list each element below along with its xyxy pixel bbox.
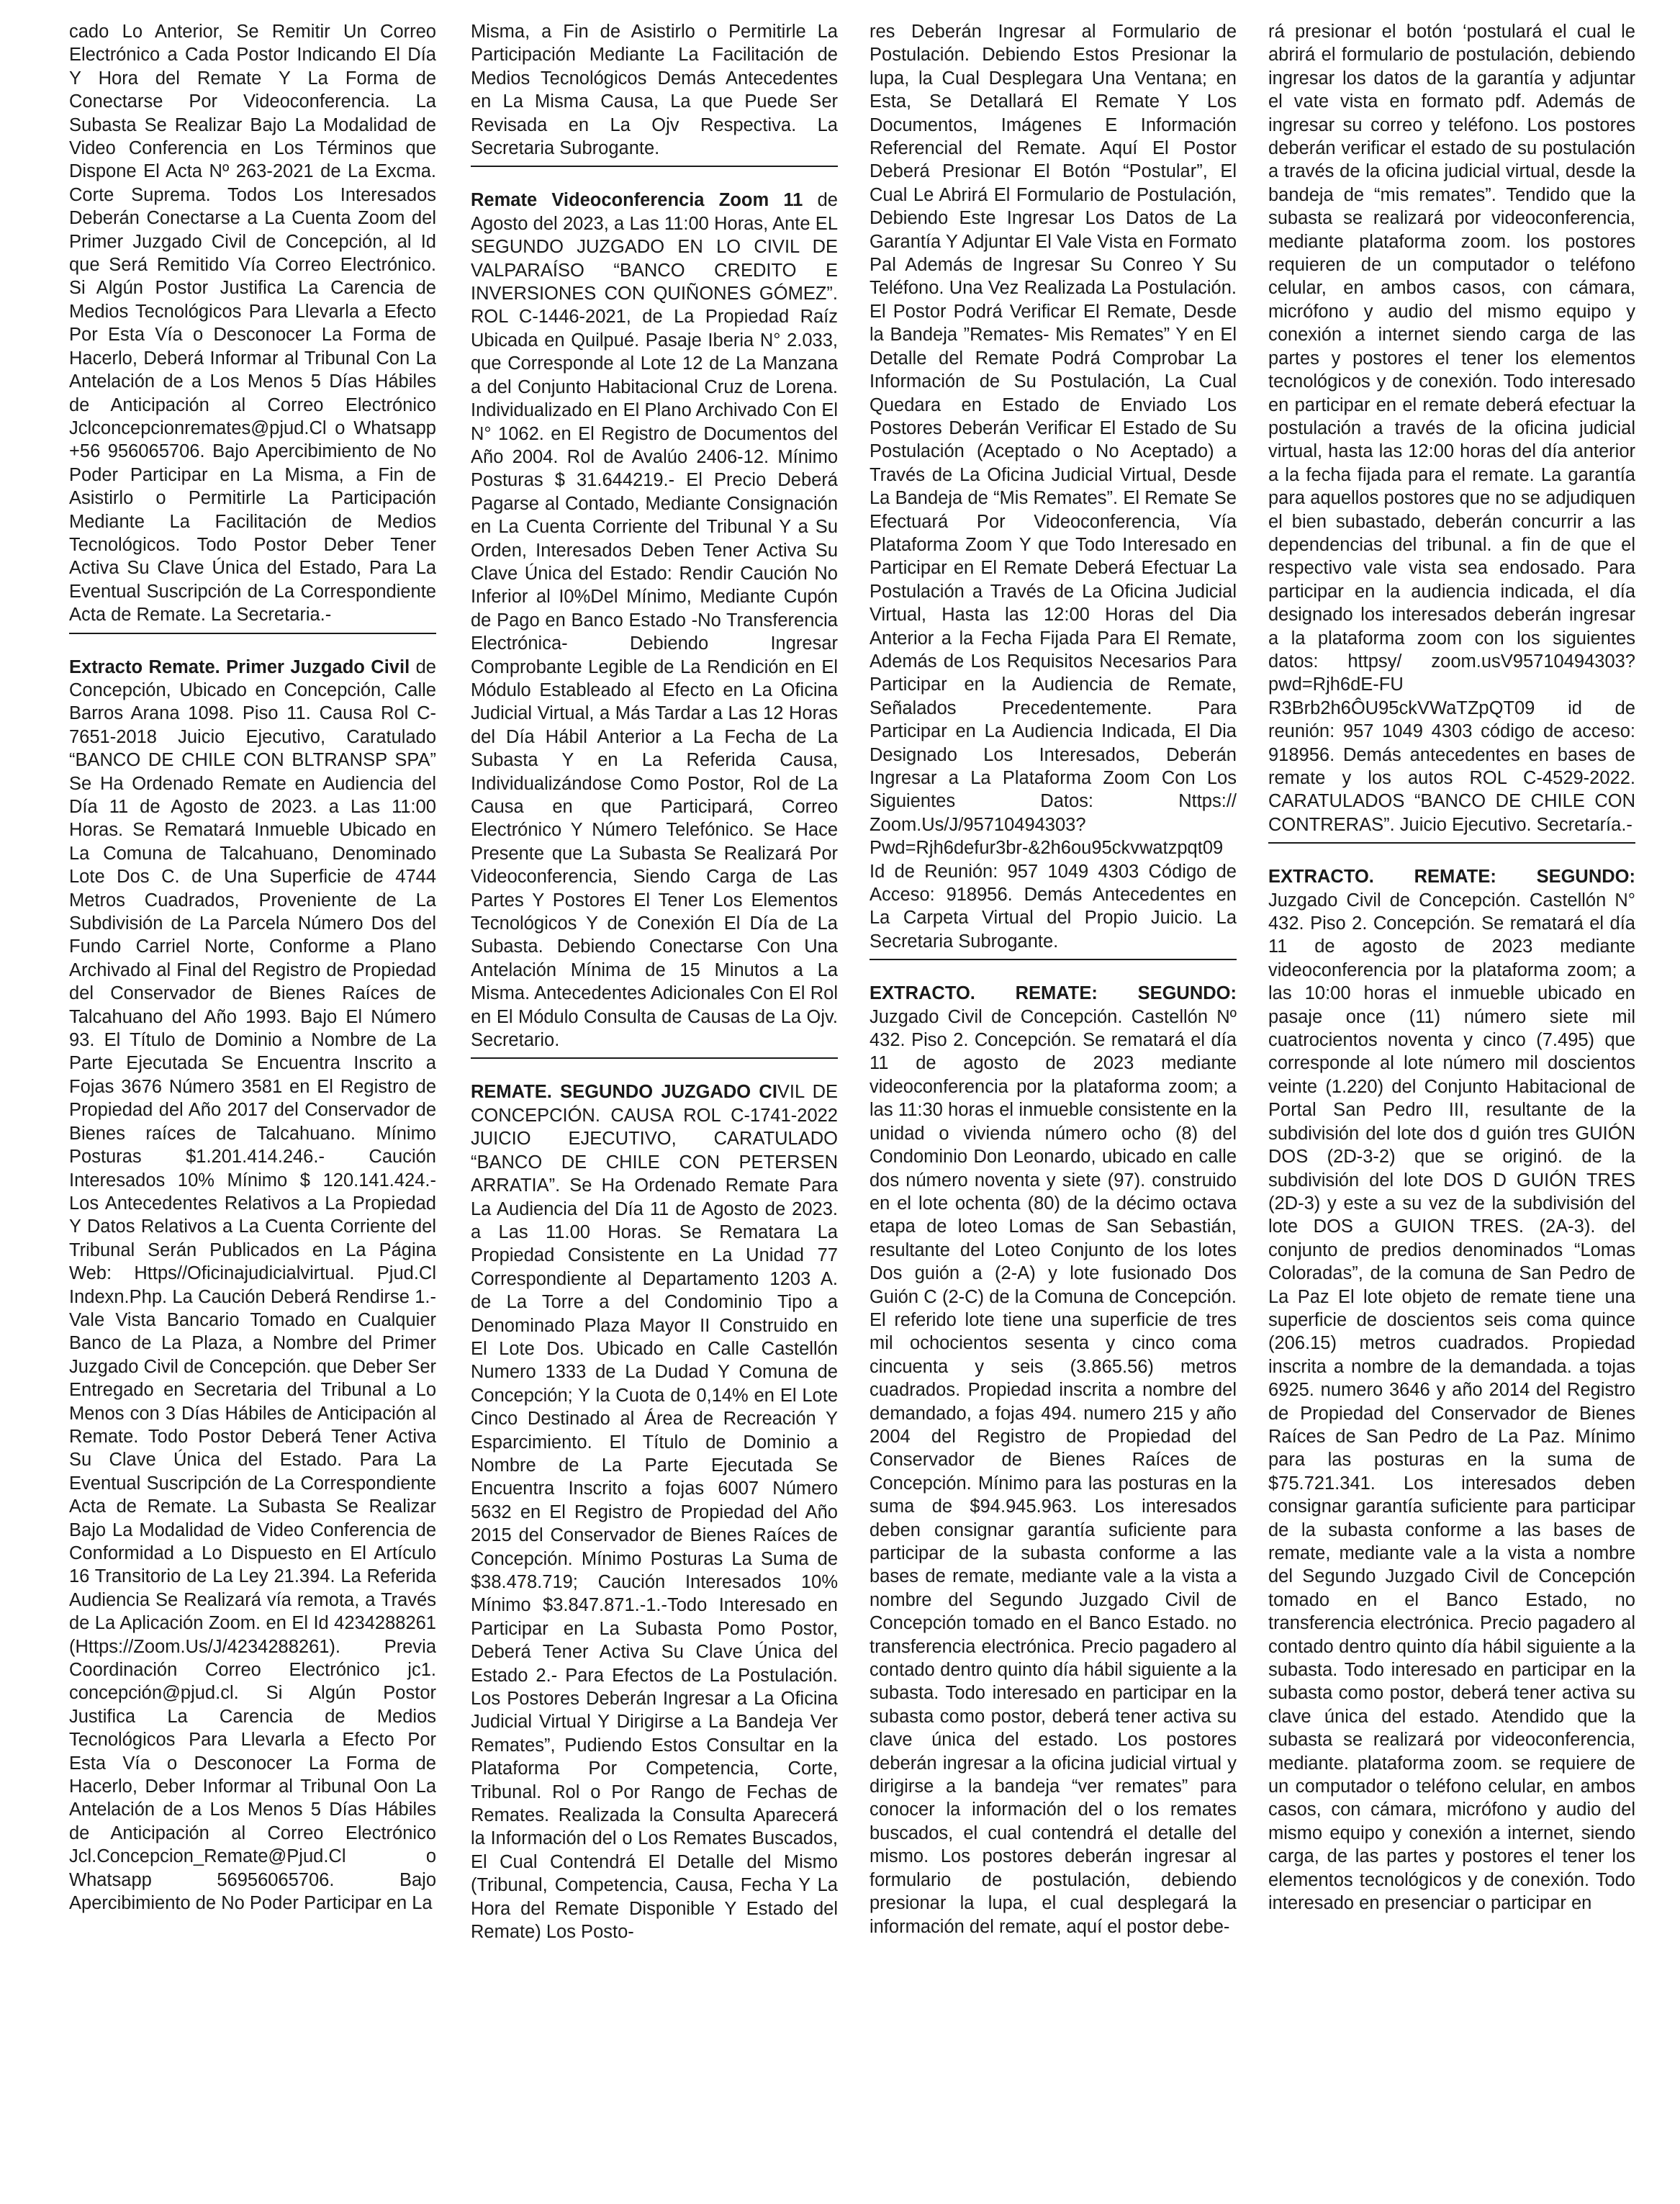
notice <box>1268 20 1635 836</box>
notice-text: rá presionar el botón ‘postulará el cual le abrirá el formulario de postulación, debiendo ingresar los datos de la garantía y adjuntar el vate vista en formato pdf. Además de ingresar su correo y teléfono. Los postores deberán verificar el estado de su postulación a través de la oficina judicial virtual, desde la bandeja de “mis remates”. Tendido que la subasta se realizará por videoconferencia, mediante plataforma zoom. los postores requieren de un computador o teléfono celular, en ambos casos, con cámara, micrófono y audio del mismo equipo y conexión a internet siendo carga de las partes y postores el tener los elementos tecnológicos y de conexión. Todo interesado en participar en el remate deberá efectuar la postulación a través de la oficina judicial virtual, hasta las 12:00 horas del día anterior a la fecha fijada para el remate. La garantía para aquellos postores que no se adjudiquen el bien subastado, deberán concurrir a las dependencias del tribunal. a fin de que el respectivo vale vista sea endosado. Para participar en la audiencia indicada, el día designado los interesados deberán ingresar a la plataforma zoom con los siguientes datos: httpsy/ zoom.usV95710494303?pwd=Rjh6dE-FU R3Brb2h6ÔU95ckVWaTZpQT09 id de reunión: 957 1049 4303 código de acceso: 918956. Demás antecedentes en bases de remate y los autos ROL C-4529-2022. CARATULADOS “BANCO DE CHILE CON CONTRERAS”. Juicio Ejecutivo. Secretaría.- <box>1268 22 1635 835</box>
notice-text: Misma, a Fin de Asistirlo o Permitirle La Participación Mediante La Facilitación de Medios Tecnológicos Demás Antecedentes en La Misma Causa, La que Puede Ser Revisada en La Ojv Respectiva. La Secretaria Subrogante. <box>471 22 838 159</box>
notice-text: de Concepción, Ubicado en Concepción, Calle Barros Arana 1098. Piso 11. Causa Rol C- 7651-2018 Juicio Ejecutivo, Caratulado “BANCO DE CHILE CON BLTRANSP SPA” Se Ha Ordenado Remate en Audiencia del Día 11 de Agosto de 2023. a Las 11:00 Horas. Se Rematará Inmueble Ubicado en La Comuna de Talcahuano, Denominado Lote Dos C. de Una Superficie de 4744 Metros Cuadrados, Proveniente de La Subdivisión de La Parcela Número Dos del Fundo Carriel Norte, Conforme a Plano Archivado al Final del Registro de Propiedad del Conservador de Bienes Raíces de Talcahuano del Año 1993. Bajo El Número 93. El Título de Dominio a Nombre de La Parte Ejecutada Se Encuentra Inscrito a Fojas 3676 Número 3581 en El Registro de Propiedad del Año 2017 del Conservador de Bienes raíces de Talcahuano. Mínimo Posturas $1.201.414.246.- Caución Interesados 10% Mínimo $ 120.141.424.- Los Antecedentes Relativos a La Propiedad Y Datos Relativos a La Cuenta Corriente del Tribunal Serán Publicados en La Página Web: Https//Oficinajudicialvirtual. Pjud.Cl Indexn.Php. La Caución Deberá Rendirse 1.- Vale Vista Bancario Tomado en Cualquier Banco de La Plaza, a Nombre del Primer Juzgado Civil de Concepción. que Deber Ser Entregado en Secretaria del Tribunal a Lo Menos con 3 Días Hábiles de Anticipación al Remate. Todo Postor Deberá Tener Activa Su Clave Única del Estado. Para La Eventual Suscripción de La Correspondiente Acta de Remate. La Subasta Se Realizar Bajo La Modalidad de Video Conferencia de Conformidad a Lo Dispuesto en El Artículo 16 Transitorio de La Ley 21.394. La Referida Audiencia Se Realizará vía remota, a Través de La Aplicación Zoom. en El Id 4234288261 (Https://Zoom.Us/J/4234288261). Previa Coordinación Correo Electrónico jc1. concepción@pjud.cl. Si Algún Postor Justifica La Carencia de Medios Tecnológicos Para Llevarla a Efecto Por Esta Vía o Desconocer La Forma de Hacerlo, Deber Informar al Tribunal Oon La Antelación de a Los Menos 5 Días Hábiles de Anticipación al Correo Electrónico Jcl.Concepcion_Remate@Pjud.Cl o Whatsapp 56956065706. Bajo Apercibimiento de No Poder Participar en La <box>69 656 436 1914</box>
notice-heading: REMATE. SEGUNDO JUZGADO CI <box>471 1082 777 1103</box>
notice-text: Juzgado Civil de Concepción. Castellón Nº 432. Piso 2. Concepción. Se rematará el día 11 de agosto de 2023 mediante videoconferencia por la plataforma zoom; a las 11:30 horas el inmueble consistente en la unidad o vivienda número ocho (8) del Condominio Don Leonardo, ubicado en calle dos número noventa y siete (97). construido en el lote ochenta (80) de la décimo octava etapa de loteo Lomas de San Sebastián, resultante del Loteo Conjunto de los lotes Dos guión a (2-A) y lote fusionado Dos Guión C (2-C) de la Comuna de Concepción. El referido lote tiene una superficie de tres mil ochocientos sesenta y cinco coma cincuenta y seis (3.865.56) metros cuadrados. Propiedad inscrita a nombre del demandado, a fojas 494. numero 215 y año 2004 del Registro de Propiedad del Conservador de Bienes Raíces de Concepción. Mínimo para las posturas en la suma de $94.945.963. Los interesados deben consignar garantía suficiente para participar de la subasta conforme a las bases de remate, mediante vale a la vista a nombre del Segundo Juzgado Civil de Concepción tomado en el Banco Estado. no transferencia electrónica. Precio pagadero al contado dentro quinto día hábil siguiente a la subasta. Todo interesado en participar en la subasta como postor, deberá tener activa su clave única del estado. Los postores deberán ingresar a la oficina judicial virtual y dirigirse a la bandeja “ver remates” para conocer la información del o los remates buscados, el cual contendrá el detalle del mismo. Los postores deberán ingresar al formulario de postulación, debiendo presionar la lupa, el cual desplegará la información del remate, aquí el postor debe- <box>870 1006 1237 1937</box>
notice <box>69 20 436 627</box>
notice-divider <box>471 1057 838 1059</box>
notice-heading: Extracto Remate. Primer Juzgado Civil <box>69 656 410 677</box>
notice-heading: EXTRACTO. REMATE: SEGUNDO: <box>870 983 1237 1004</box>
notice <box>69 656 436 1915</box>
notice <box>1268 865 1635 1915</box>
notice-divider <box>69 633 436 634</box>
notice <box>471 189 838 1052</box>
notice-divider <box>870 959 1237 960</box>
notice-text: cado Lo Anterior, Se Remitir Un Correo Electrónico a Cada Postor Indicando El Día Y Hora del Remate Y La Forma de Conectarse Por Videoconferencia. La Subasta Se Realizar Bajo La Modalidad de Video Conferencia en Los Términos que Dispone El Acta Nº 263-2021 de La Excma. Corte Suprema. Todos Los Interesados Deberán Conectarse a La Cuenta Zoom del Primer Juzgado Civil de Concepción, al Id que Será Remitido Vía Correo Electrónico. Si Algún Postor Justifica La Carencia de Medios Tecnológicos Para Llevarla a Efecto Por Esta Vía o Desconocer La Forma de Hacerlo, Deberá Informar al Tribunal Con La Antelación de a Los Menos 5 Días Hábiles de Anticipación al Correo Electrónico Jclconcepcionremates@pjud.Cl o Whatsapp +56 956065706. Bajo Apercibimiento de No Poder Participar en La Misma, a Fin de Asistirlo o Permitirle La Participación Mediante La Facilitación de Medios Tecnológicos. Todo Postor Deber Tener Activa Su Clave Única del Estado, Para La Eventual Suscripción de La Correspondiente Acta de Remate. La Secretaria.- <box>69 22 436 625</box>
notice-text: VIL DE CONCEPCIÓN. CAUSA ROL C-1741-2022 JUICIO EJECUTIVO, CARATULADO “BANCO DE CHILE CON PETERSEN ARRATIA”. Se Ha Ordenado Remate Para La Audiencia del Día 11 de Agosto de 2023. a Las 11.00 Horas. Se Rematara La Propiedad Consistente en La Unidad 77 Correspondiente al Departamento 1203 A. de La Torre a del Condominio Tipo a Denominado Plaza Mayor II Construido en El Lote Dos. Ubicado en Calle Castellón Numero 1333 de La Dudad Y Comuna de Concepción; Y la Cuota de 0,14% en El Lote Cinco Destinado al Área de Recreación Y Esparcimiento. El Título de Dominio a Nombre de La Parte Ejecutada Se Encuentra Inscrito a fojas 6007 Número 5632 en El Registro de Propiedad del Año 2015 del Conservador de Bienes Raíces de Concepción. Mínimo Posturas La Suma de $38.478.719; Caución Interesados 10% Mínimo $3.847.871.-1.-Todo Interesado en Participar en La Subasta Pomo Postor, Deberá Tener Activa Su Clave Única del Estado 2.- Para Efectos de La Postulación. Los Postores Deberán Ingresar a La Oficina Judicial Virtual Y Dirigirse a La Bandeja Ver Remates”, Pudiendo Estos Consultar en la Plataforma Por Competencia, Corte, Tribunal. Rol o Por Rango de Fechas de Remates. Realizada la Consulta Aparecerá la Información del o Los Remates Buscados, El Cual Contendrá El Detalle del Mismo (Tribunal, Competencia, Causa, Fecha Y La Hora del Remate Disponible Y Estado del Remate) Los Posto- <box>471 1082 838 1943</box>
notice-text: Juzgado Civil de Concepción. Castellón N° 432. Piso 2. Concepción. Se rematará el día 11 de agosto de 2023 mediante videoconferencia por la plataforma zoom; a las 10:00 horas el inmueble ubicado en pasaje once (11) número siete mil cuatrocientos noventa y cinco (7.495) que corresponde al lote número mil doscientos veinte (1.220) del Conjunto Habitacional de Portal San Pedro III, resultante de la subdivisión del lote dos d guión tres GUIÓN DOS (2D-3-2) que se originó. de la subdivisión del lote DOS D GUIÓN TRES (2D-3) y este a su vez de la subdivisión del lote DOS a GUION TRES. (2A-3). del conjunto de predios denominados “Lomas Coloradas”, de la comuna de San Pedro de La Paz El lote objeto de remate tiene una superficie de doscientos seis coma quince (206.15) metros cuadrados. Propiedad inscrita a nombre de la demandada. a tojas 6925. numero 3646 y año 2014 del Registro de Propiedad del Conservador de Bienes Raíces de San Pedro de La Paz. Mínimo para las posturas en la suma de $75.721.341. Los interesados deben consignar garantía suficiente para participar de la subasta conforme a las bases de remate, mediante vale a la vista a nombre del Segundo Juzgado Civil de Concepción tomado en el Banco Estado, no transferencia electrónica. Precio pagadero al contado dentro quinto día hábil siguiente a la subasta. Todo interesado en participar en la subasta como postor, deberá tener activa su clave única del estado. Atendido que la subasta se realizará por videoconferencia, mediante. plataforma zoom. se requiere de un computador o teléfono celular, en ambos casos, con cámara, micrófono y audio del mismo equipo y conexión a internet, siendo carga, de las partes y postores el tener los elementos tecnológicos y de conexión. Todo interesado en presenciar o participar en <box>1268 890 1635 1914</box>
notice <box>870 982 1237 1938</box>
notice-text: res Deberán Ingresar al Formulario de Postulación. Debiendo Estos Presionar la lupa, la Cual Desplegara Una Ventana; en Esta, Se Detallará El Remate Y Los Documentos, Imágenes E Información Referencial del Remate. Aquí El Postor Deberá Presionar El Botón “Postular”, El Cual Le Abrirá El Formulario de Postulación, Debiendo Este Ingresar Los Datos de La Garantía Y Adjuntar El Vale Vista en Formato Pal Además de Ingresar Su Conreo Y Su Teléfono. Una Vez Realizada La Postulación. El Postor Podrá Verificar El Remate, Desde la Bandeja ”Remates- Mis Remates” Y en El Detalle del Remate Podrá Comprobar La Información de Su Postulación, La Cual Quedara en Estado de Enviado Los Postores Deberán Verificar El Estado de Su Postulación (Aceptado o No Aceptado) a Través de La Oficina Judicial Virtual, Desde La Bandeja de “Mis Remates”. El Remate Se Efectuará Por Videoconferencia, Vía Plataforma Zoom Y que Todo Interesado en Participar en El Remate Deberá Efectuar La Postulación a Través de La Oficina Judicial Virtual, Hasta las 12:00 Horas del Dia Anterior a la Fecha Fijada Para El Remate, Además de Los Requisitos Necesarios Para Participar en la Audiencia de Remate, Señalados Precedentemente. Para Participar en La Audiencia Indicada, El Dia Designado Los Interesados, Deberán Ingresar a La Plataforma Zoom Con Los Siguientes Datos: Nttps:// Zoom.Us/J/95710494303?Pwd=Rjh6defur3br-&2h6ou95ckvwatzpqt09 Id de Reunión: 957 1049 4303 Código de Acceso: 918956. Demás Antecedentes en La Carpeta Virtual del Propio Juicio. La Secretaria Subrogante. <box>870 22 1237 952</box>
notice <box>870 20 1237 953</box>
column-1 <box>69 20 436 2187</box>
notice <box>471 20 838 160</box>
notice-text: de Agosto del 2023, a Las 11:00 Horas, Ante EL SEGUNDO JUZGADO EN LO CIVIL DE VALPARAÍSO “BANCO CREDITO E INVERSIONES CON QUIÑONES GÓMEZ”. ROL C-1446-2021, de La Propiedad Raíz Ubicada en Quilpué. Pasaje Iberia N° 2.033, que Corresponde al Lote 12 de La Manzana a del Conjunto Habitacional Cruz de Lorena. Individualizado en El Plano Archivado Con El N° 1062. en El Registro de Documentos del Año 2004. Rol de Avalúo 2406-12. Mínimo Posturas $ 31.644219.- El Precio Deberá Pagarse al Contado, Mediante Consignación en La Cuenta Corriente del Tribunal Y a Su Orden, Interesados Deben Tener Activa Su Clave Única del Estado: Rendir Caución No Inferior al I0%Del Mínimo, Mediante Cupón de Pago en Banco Estado -No Transferencia Electrónica- Debiendo Ingresar Comprobante Legible de La Rendición en El Módulo Estableado al Efecto en La Oficina Judicial Virtual, a Más Tardar a Las 12 Horas del Día Hábil Anterior a La Fecha de La Subasta Y en La Referida Causa, Individualizándose Como Postor, Rol de La Causa en que Participará, Correo Electrónico Y Número Telefónico. Se Hace Presente que La Subasta Se Realizará Por Videoconferencia, Siendo Carga de Las Partes Y Postores El Tener Los Elementos Tecnológicos Y de Conexión El Día de La Subasta. Debiendo Conectarse Con Una Antelación Mínima de 15 Minutos a La Misma. Antecedentes Adicionales Con El Rol en El Módulo Consulta de Causas de La Ojv. Secretario. <box>471 190 838 1051</box>
notice <box>471 1080 838 1943</box>
column-4 <box>1268 20 1635 2187</box>
notice-divider <box>1268 842 1635 844</box>
notice-heading: Remate Videoconferencia Zoom 11 <box>471 190 803 211</box>
column-2 <box>471 20 838 2187</box>
notice-divider <box>471 166 838 167</box>
column-3 <box>870 20 1237 2187</box>
notice-heading: EXTRACTO. REMATE: SEGUNDO: <box>1268 867 1635 888</box>
